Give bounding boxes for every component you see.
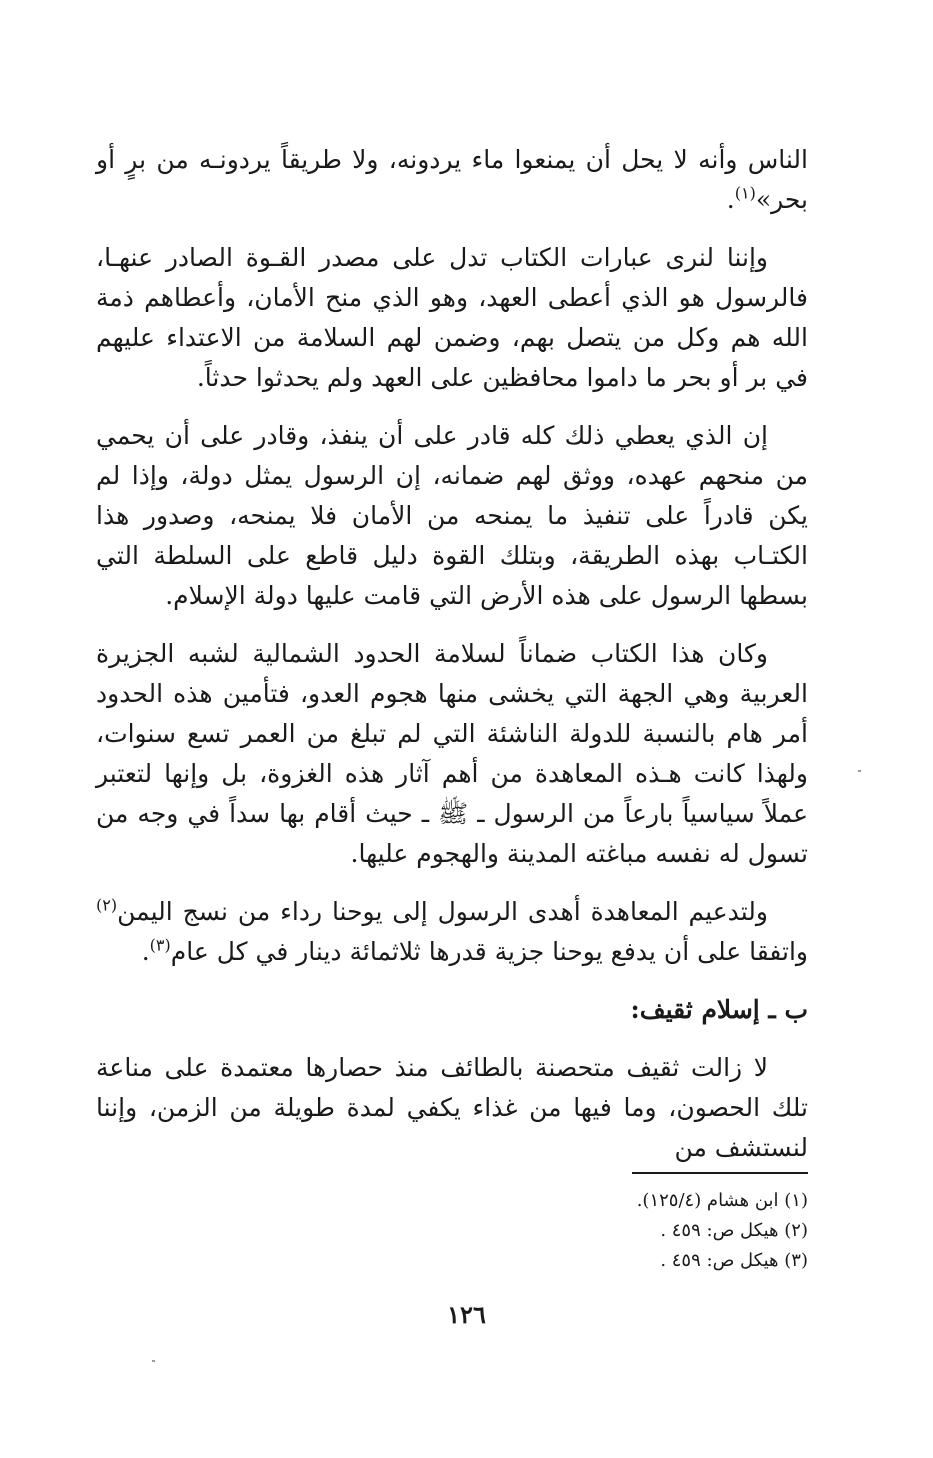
scan-speck: [152, 1360, 155, 1362]
section-heading: ب ـ إسلام ثقيف:: [630, 995, 808, 1024]
paragraph-4: [96, 634, 808, 874]
footnote-divider: [632, 1172, 808, 1174]
paragraph-3: [96, 416, 808, 616]
footnote-1: (١) ابن هشام (١٢٥/٤).: [636, 1190, 808, 1211]
paragraph-5: [96, 892, 808, 972]
paragraph-2: [96, 238, 808, 398]
footnote-2: (٢) هيكل ص: ٤٥٩ .: [660, 1220, 808, 1241]
paragraph-1-text: الناس وأنه لا يحل أن يمنعوا ماء يردونه، ولا طريقاً يردونـه من برٍ أو بحر»: [96, 145, 808, 214]
page-body: [96, 140, 808, 1186]
page-number: ١٢٦: [447, 1300, 486, 1329]
paragraph-5-text: ولتدعيم المعاهدة أهدى الرسول إلى يوحنا رداء من نسج اليمن: [117, 897, 768, 926]
paragraph-6: [96, 1048, 808, 1168]
footnote-3: (٣) هيكل ص: ٤٥٩ .: [660, 1250, 808, 1271]
paragraph-5-tail: .: [141, 937, 150, 966]
footnote-ref-3[interactable]: (٣): [149, 935, 171, 955]
footnotes: [560, 1186, 808, 1276]
paragraph-5-text-2: واتفقا على أن يدفع يوحنا جزية قدرها ثلاثمائة دينار في كل عام: [170, 937, 808, 966]
paragraph-4-text: وكان هذا الكتاب ضماناً لسلامة الحدود الشمالية لشبه الجزيرة العربية وهي الجهة التي يخشى منها هجوم العدو، فتأمين هذه الحدود أمر هام بالنسبة للدولة الناشئة التي لم تبلغ من العمر تسع سنوات، ولهذا كانت هـذه المعاهدة من أهم آثار هذه الغزوة، بل وإنها لتعتبر عملاً سياسياً بارعاً من الرسول ـ ﷺ ـ حيث أقام بها سداً في وجه من تسول له نفسه مباغته المدينة والهجوم عليها.: [96, 639, 808, 868]
paragraph-3-text: إن الذي يعطي ذلك كله قادر على أن ينفذ، وقادر على أن يحمي من منحهم عهده، ووثق لهم ضمانه، إن الرسول يمثل دولة، وإذا لم يكن قادراً على تنفيذ ما يمنحه من الأمان فلا يمنحه، وصدور هذا الكتـاب بهذه الطريقة، وبتلك القوة دليل قاطع على السلطة التي بسطها الرسول على هذه الأرض التي قامت عليها دولة الإسلام.: [96, 421, 808, 610]
paragraph-1: [96, 140, 808, 220]
scan-speck: [858, 770, 861, 772]
footnote-ref-1[interactable]: (١): [734, 183, 756, 203]
paragraph-2-text: وإننا لنرى عبارات الكتاب تدل على مصدر القـوة الصادر عنهـا، فالرسول هو الذي أعطى العهد، وهو الذي منح الأمان، وأعطاهم ذمة الله هم وكل من يتصل بهم، وضمن لهم السلامة من الاعتداء عليهم في بر أو بحر ما داموا محافظين على العهد ولم يحدثوا حدثاً.: [96, 243, 808, 392]
footnote-ref-2[interactable]: (٢): [96, 895, 118, 915]
paragraph-6-text: لا زالت ثقيف متحصنة بالطائف منذ حصارها معتمدة على مناعة تلك الحصون، وما فيها من غذاء يكفي لمدة طويلة من الزمن، وإننا لنستشف من: [96, 1053, 808, 1162]
paragraph-1-tail: .: [726, 185, 735, 214]
